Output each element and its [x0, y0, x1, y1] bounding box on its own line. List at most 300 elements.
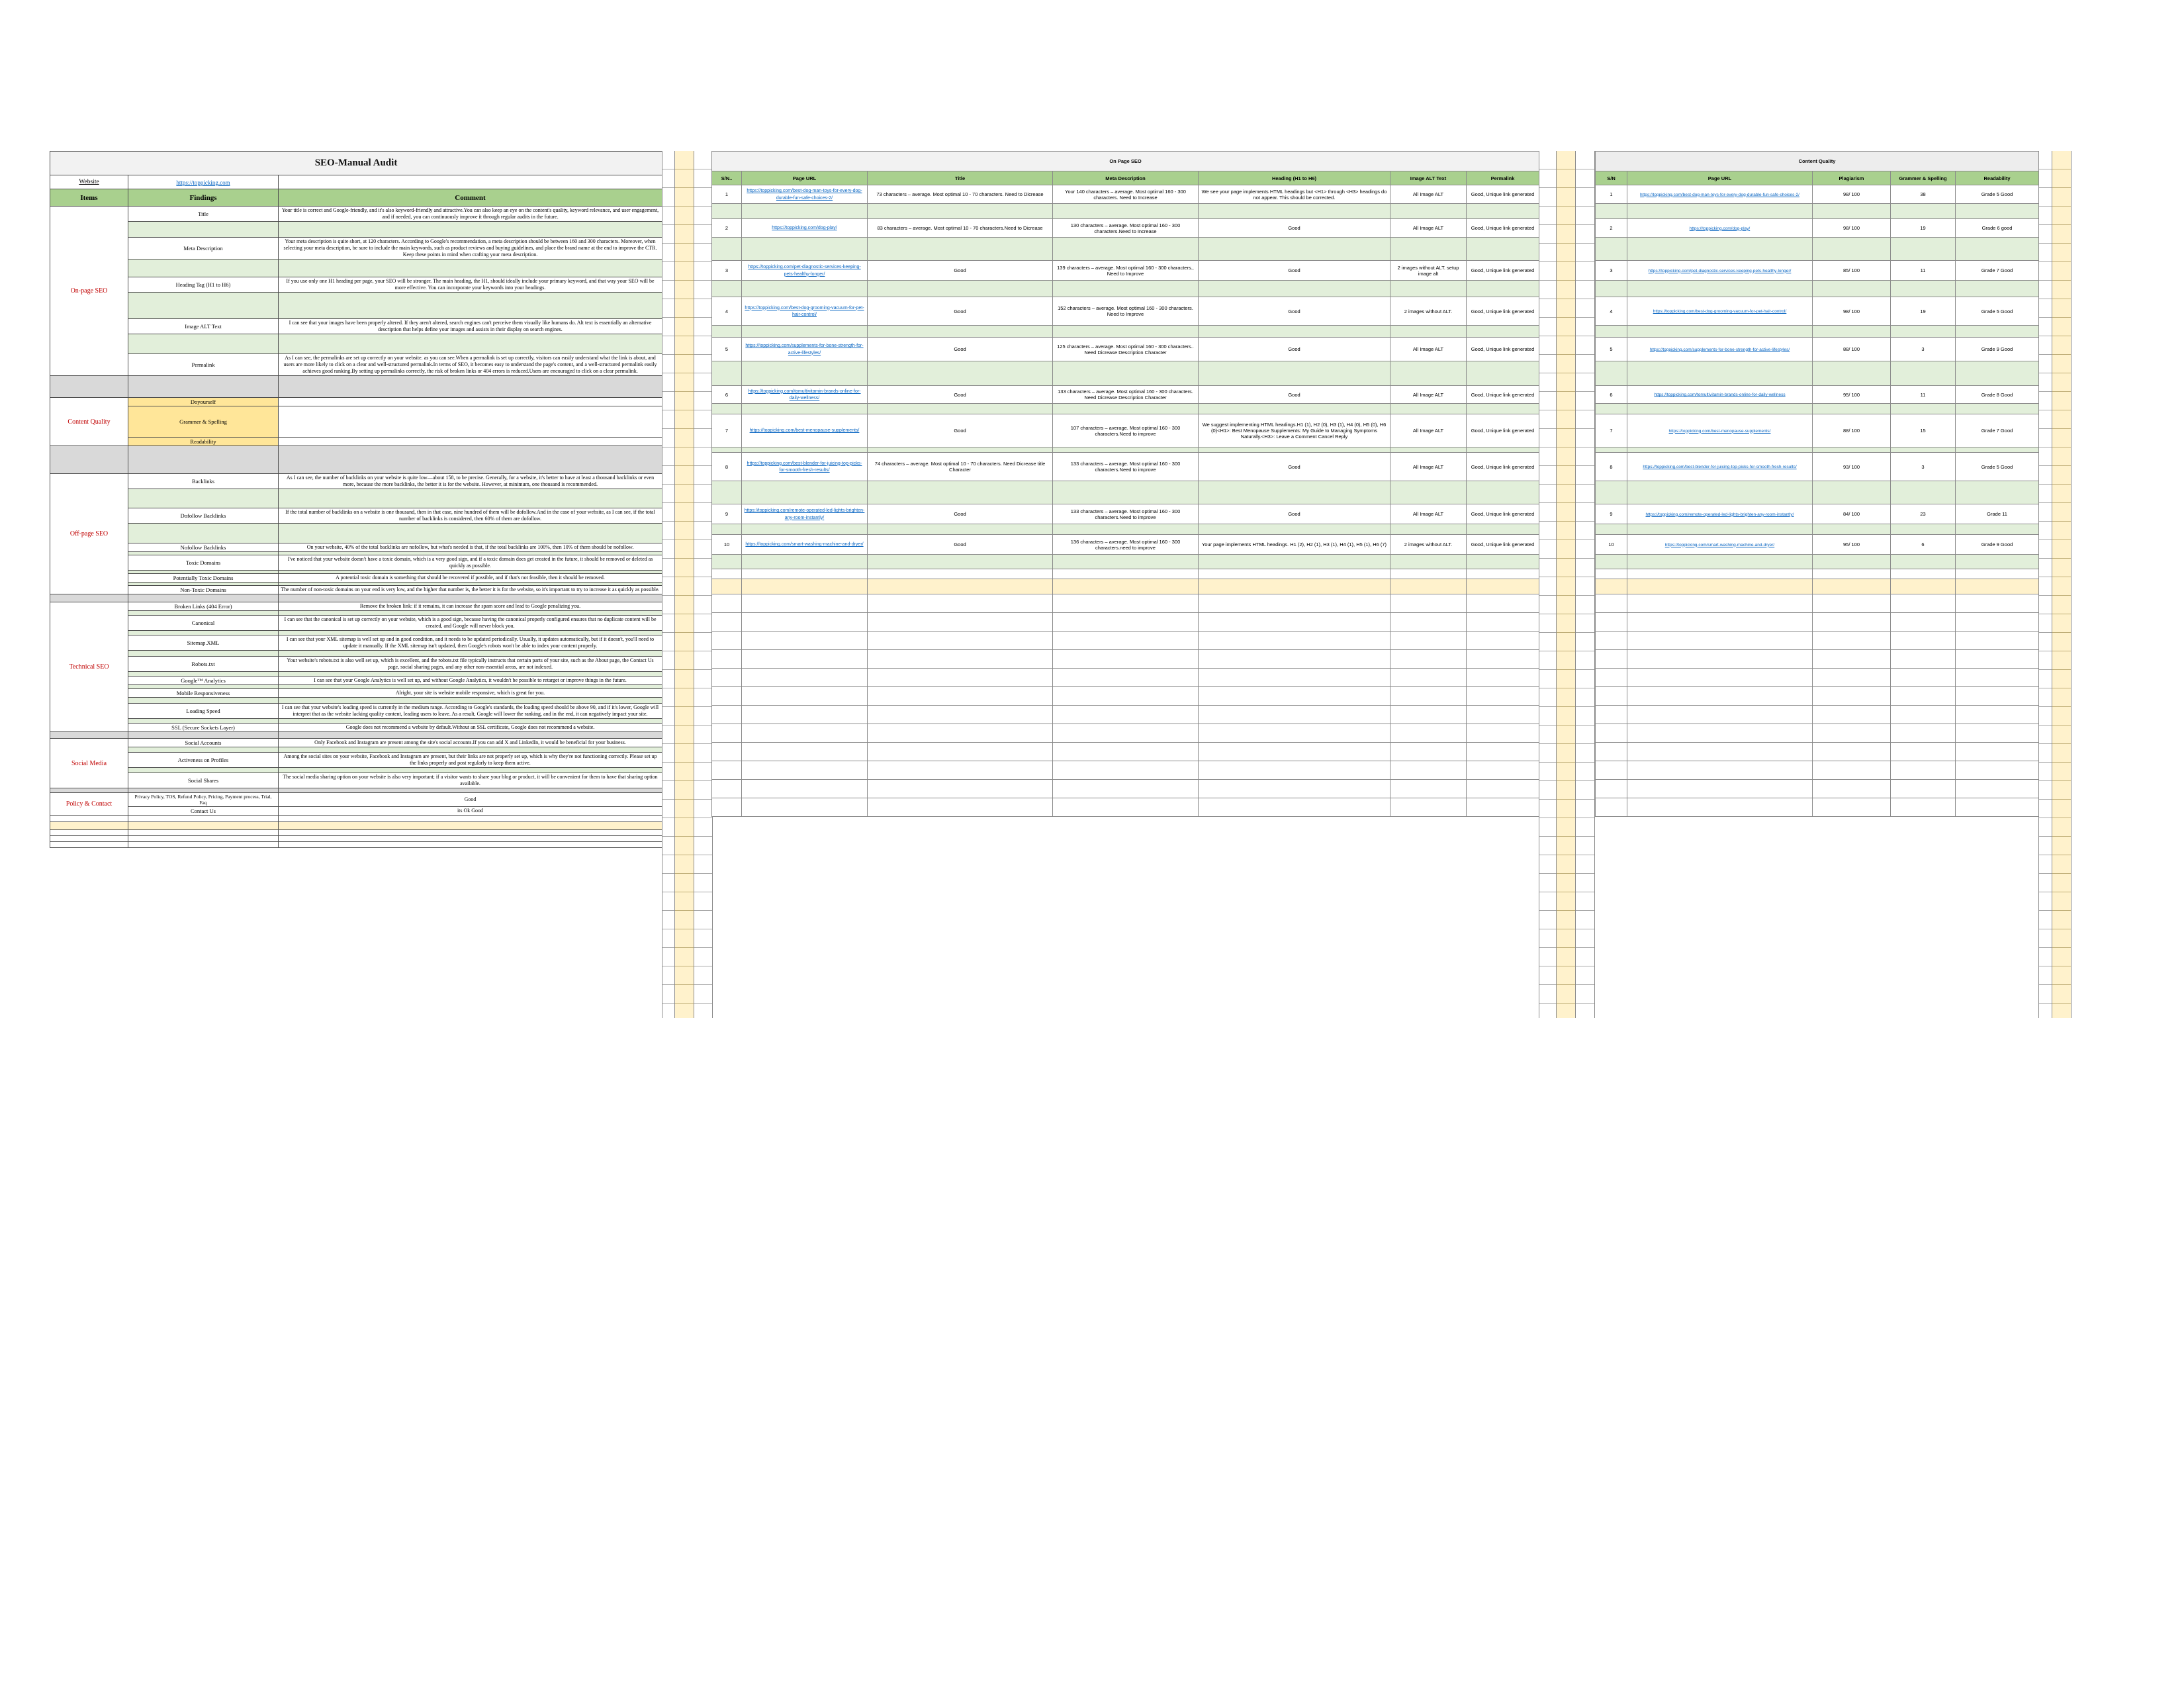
empty-cell	[1390, 326, 1467, 338]
empty-cell	[712, 204, 742, 219]
empty-cell	[1891, 404, 1956, 414]
page-url-link[interactable]: https://toppicking.com/supplements-for-bone-strength-for-active-lifestyles/	[1649, 347, 1790, 352]
alt-cell: 2 images without ALT. setup image alt	[1390, 261, 1467, 281]
page-url-link[interactable]: https://toppicking.com/supplements-for-bone-strength-for-active-lifestyles/	[745, 344, 864, 355]
meta-cell: Your 140 characters – average. Most optimal 160 - 300 characters. Need to Increase	[1053, 185, 1199, 204]
page-url-link[interactable]: https://toppicking.com/remote-operated-led-lights-brighten-any-room-instantly/	[1645, 512, 1794, 517]
sn-cell: 9	[712, 504, 742, 524]
empty-cell	[1891, 594, 1956, 613]
empty-cell	[279, 747, 662, 753]
url-cell	[1627, 386, 1813, 404]
empty-cell	[1596, 524, 1627, 535]
page-url-link[interactable]: https://toppicking.com/pet-diagnostic-services-keeping-pets-healthy-longer/	[1648, 268, 1792, 273]
url-cell	[1627, 185, 1813, 204]
cq-row	[1596, 453, 2039, 481]
empty-cell	[868, 632, 1053, 650]
empty-cell	[50, 822, 128, 830]
heading-cell: We suggest implementing HTML headings.H1 (1), H2 (0), H3 (1), H4 (0), H5 (0), H6 (0)<H1>: Best Menopause Supplements: My Guide to Managing Symptoms Naturally.<H3>: Leave a Comment Cancel Reply	[1199, 414, 1390, 447]
separator-row	[1596, 447, 2039, 453]
empty-cell	[868, 724, 1053, 743]
website-row	[50, 175, 662, 189]
empty-cell	[1891, 613, 1956, 632]
onpage-row	[712, 297, 1539, 326]
empty-cell	[128, 259, 279, 277]
empty-row	[1596, 669, 2039, 687]
separator-row	[50, 611, 662, 616]
empty-cell	[1053, 761, 1199, 780]
alt-cell: All Image ALT	[1390, 219, 1467, 238]
highlight-row	[50, 822, 662, 830]
empty-cell	[712, 780, 742, 798]
empty-cell	[868, 481, 1053, 504]
empty-cell	[1596, 204, 1627, 219]
empty-cell	[1813, 238, 1891, 261]
empty-cell	[712, 579, 742, 594]
empty-cell	[128, 594, 279, 602]
page-url-link[interactable]: https://toppicking.com/best-blender-for-juicing-top-picks-for-smooth-fresh-results/	[747, 461, 862, 473]
empty-cell	[1956, 238, 2039, 261]
audit-row	[50, 319, 662, 334]
empty-row	[712, 761, 1539, 780]
empty-cell	[1390, 798, 1467, 817]
empty-cell	[1627, 361, 1813, 386]
empty-rows	[712, 594, 1539, 817]
cq-row	[1596, 219, 2039, 238]
empty-cell	[712, 743, 742, 761]
empty-cell	[1956, 361, 2039, 386]
spreadsheet-highlight-column	[1556, 151, 1576, 1018]
empty-cell	[1956, 481, 2039, 504]
empty-cell	[1467, 650, 1539, 669]
empty-cell	[128, 446, 279, 474]
url-cell	[1627, 414, 1813, 447]
empty-cell	[1813, 724, 1891, 743]
empty-cell	[1627, 326, 1813, 338]
empty-cell	[128, 788, 279, 793]
title-cell: Good	[868, 414, 1053, 447]
empty-cell	[1813, 569, 1891, 579]
empty-cell	[742, 204, 868, 219]
empty-row	[712, 650, 1539, 669]
empty-cell	[1627, 555, 1813, 569]
empty-cell	[1199, 650, 1390, 669]
finding-cell: Social Accounts	[128, 739, 279, 747]
page-url-link[interactable]: https://toppicking.com/pet-diagnostic-services-keeping-pets-healthy-longer/	[748, 265, 861, 277]
finding-cell: Canonical	[128, 616, 279, 631]
plagiarism-cell: 98/ 100	[1813, 297, 1891, 326]
empty-cell	[1053, 579, 1199, 594]
empty-row	[712, 632, 1539, 650]
empty-cell	[1956, 669, 2039, 687]
empty-cell	[742, 650, 868, 669]
empty-cell	[1390, 761, 1467, 780]
empty-cell	[279, 842, 662, 848]
empty-cell	[1813, 706, 1891, 724]
finding-cell: Permalink	[128, 354, 279, 376]
page-url-link[interactable]: https://toppicking.com/dog-play/	[772, 226, 837, 231]
alt-cell: 2 images without ALT.	[1390, 297, 1467, 326]
page-url-link[interactable]: https://toppicking.com/best-dog-man-toys-for-every-dog-durable-fun-safe-choices-2/	[1640, 192, 1799, 197]
section-divider-row	[50, 788, 662, 793]
empty-cell	[128, 524, 279, 543]
comment-cell: Remove the broken link: if it remains, it can increase the spam score and lead to Google penalizing you.	[279, 602, 662, 611]
empty-cell	[1199, 569, 1390, 579]
separator-row	[712, 447, 1539, 453]
empty-cell	[1053, 326, 1199, 338]
page-url-link[interactable]: https://toppicking.com/best-dog-man-toys-for-every-dog-durable-fun-safe-choices-2/	[747, 189, 862, 201]
empty-cell	[868, 761, 1053, 780]
empty-cell	[1053, 524, 1199, 535]
separator-row	[712, 481, 1539, 504]
page-url-link[interactable]: https://toppicking.com/smart-washing-machine-and-dryer/	[745, 542, 864, 547]
url-cell	[1627, 535, 1813, 555]
empty-cell	[1596, 555, 1627, 569]
separator-row	[50, 719, 662, 724]
empty-cell	[1596, 706, 1627, 724]
empty-cell	[1467, 761, 1539, 780]
empty-cell	[1813, 743, 1891, 761]
heading-cell: Good	[1199, 504, 1390, 524]
audit-row	[50, 474, 662, 489]
cq-row	[1596, 185, 2039, 204]
section-label-content-quality: Content Quality	[50, 398, 128, 446]
empty-row	[1596, 632, 2039, 650]
empty-cell	[1199, 724, 1390, 743]
title-cell: Good	[868, 504, 1053, 524]
readability-cell: Grade 5 Good	[1956, 453, 2039, 481]
audit-row	[50, 277, 662, 293]
empty-cell	[1199, 594, 1390, 613]
empty-cell	[1891, 798, 1956, 817]
highlight-row	[1596, 579, 2039, 594]
separator-row	[712, 281, 1539, 297]
sn-cell: 4	[712, 297, 742, 326]
website-link[interactable]: https://toppicking.com	[176, 179, 230, 186]
empty-cell	[1053, 669, 1199, 687]
empty-cell	[1053, 798, 1199, 817]
url-cell	[742, 386, 868, 404]
empty-cell	[1596, 687, 1627, 706]
empty-cell	[1053, 238, 1199, 261]
empty-cell	[1053, 594, 1199, 613]
separator-row	[50, 259, 662, 277]
sn-cell: 1	[1596, 185, 1627, 204]
finding-cell: Heading Tag (H1 to H6)	[128, 277, 279, 293]
empty-cell	[742, 579, 868, 594]
sn-cell: 2	[712, 219, 742, 238]
empty-cell	[1956, 326, 2039, 338]
empty-cell	[1053, 650, 1199, 669]
empty-cell	[1053, 555, 1199, 569]
empty-cell	[1467, 555, 1539, 569]
section-label-offpage-seo: Off-page SEO	[50, 474, 128, 594]
empty-cell	[868, 281, 1053, 297]
onpage-row	[712, 535, 1539, 555]
page-url-link[interactable]: https://toppicking.com/best-dog-grooming-vacuum-for-pet-hair-control/	[1653, 309, 1787, 314]
empty-cell	[50, 830, 128, 836]
plagiarism-cell: 95/ 100	[1813, 386, 1891, 404]
empty-cell	[128, 830, 279, 836]
finding-cell: Doyourself	[128, 398, 279, 406]
empty-cell	[1956, 724, 2039, 743]
empty-cell	[1627, 761, 1813, 780]
heading-cell: We see your page implements HTML headings but <H1> through <H3> headings do not appear. This should be corrected.	[1199, 185, 1390, 204]
empty-cell	[742, 569, 868, 579]
grammar-cell: 23	[1891, 504, 1956, 524]
empty-cell	[1627, 650, 1813, 669]
url-cell	[742, 504, 868, 524]
empty-row	[1596, 798, 2039, 817]
empty-cell	[1467, 447, 1539, 453]
heading-cell: Good	[1199, 386, 1390, 404]
page-url-link[interactable]: https://toppicking.com/remote-operated-led-lights-brighten-any-room-instantly/	[744, 508, 865, 520]
audit-row	[50, 773, 662, 788]
empty-cell	[1627, 404, 1813, 414]
empty-cell	[1956, 743, 2039, 761]
col-header-title: Title	[868, 171, 1053, 185]
empty-cell	[1467, 481, 1539, 504]
onpage-row	[712, 414, 1539, 447]
empty-cell	[712, 613, 742, 632]
empty-cell	[1813, 361, 1891, 386]
empty-cell	[712, 281, 742, 297]
page-url-link[interactable]: https://toppicking.com/best-dog-grooming-vacuum-for-pet-hair-control/	[745, 305, 864, 317]
separator-row	[50, 631, 662, 635]
empty-cell	[868, 743, 1053, 761]
empty-cell	[1390, 632, 1467, 650]
col-header-sn: S/N	[1596, 171, 1627, 185]
empty-cell	[1627, 569, 1813, 579]
plagiarism-cell: 85/ 100	[1813, 261, 1891, 281]
empty-cell	[1390, 669, 1467, 687]
empty-cell	[1199, 687, 1390, 706]
onpage-row	[712, 261, 1539, 281]
empty-cell	[1199, 798, 1390, 817]
page-url-link[interactable]: https://toppicking.com/best-menopause-supplements/	[749, 428, 860, 434]
cq-header-row	[1596, 171, 2039, 185]
section-label-policy-contact: Policy & Contact	[50, 793, 128, 816]
sn-cell: 2	[1596, 219, 1627, 238]
permalink-cell: Good, Unique link generated	[1467, 261, 1539, 281]
cq-row	[1596, 414, 2039, 447]
empty-cell	[279, 719, 662, 724]
empty-cell	[1467, 361, 1539, 386]
empty-cell	[1627, 743, 1813, 761]
empty-cell	[1813, 326, 1891, 338]
cq-row	[1596, 504, 2039, 524]
empty-cell	[1467, 238, 1539, 261]
empty-cell	[1956, 687, 2039, 706]
onpage-row	[712, 185, 1539, 204]
empty-cell	[1627, 724, 1813, 743]
grammar-cell: 6	[1891, 535, 1956, 555]
separator-row	[712, 204, 1539, 219]
onpage-row	[712, 504, 1539, 524]
empty-cell	[742, 761, 868, 780]
onpage-row	[712, 453, 1539, 481]
empty-cell	[1596, 361, 1627, 386]
empty-cell	[1813, 632, 1891, 650]
empty-cell	[279, 175, 662, 189]
empty-cell	[1596, 481, 1627, 504]
empty-cell	[1891, 780, 1956, 798]
empty-cell	[742, 238, 868, 261]
title-cell: Good	[868, 535, 1053, 555]
empty-cell	[50, 446, 128, 474]
col-header-permalink: Permalink	[1467, 171, 1539, 185]
empty-cell	[1199, 524, 1390, 535]
empty-cell	[712, 404, 742, 414]
separator-row	[1596, 281, 2039, 297]
seo-manual-audit-table	[50, 151, 662, 848]
comment-cell: I can see that your images have been properly altered. If they aren't altered, search engines can't perceive them visually like humans do. Alt text is essentially an alternative description that helps define your images and assists in their display on search engines.	[279, 319, 662, 334]
empty-cell	[1467, 724, 1539, 743]
spreadsheet-highlight-column	[2052, 151, 2071, 1018]
sn-cell: 5	[1596, 338, 1627, 361]
empty-row	[50, 816, 662, 822]
meta-cell: 107 characters – average. Most optimal 160 - 300 characters.Need to improve	[1053, 414, 1199, 447]
url-cell	[742, 185, 868, 204]
empty-cell	[1053, 687, 1199, 706]
empty-cell	[742, 326, 868, 338]
col-header-grammar-spelling: Grammer & Spelling	[1891, 171, 1956, 185]
empty-cell	[1891, 481, 1956, 504]
empty-cell	[1053, 361, 1199, 386]
empty-cell	[1467, 669, 1539, 687]
empty-cell	[1956, 706, 2039, 724]
sn-cell: 6	[712, 386, 742, 404]
sn-cell: 7	[1596, 414, 1627, 447]
comment-cell: The social media sharing option on your website is also very important; if a visitor wants to share your blog or product, it will be convenient for them to have that sharing option available.	[279, 773, 662, 788]
left-table-title: SEO-Manual Audit	[50, 152, 662, 175]
page-url-link[interactable]: https://toppicking.com/smart-washing-machine-and-dryer/	[1664, 542, 1775, 547]
empty-cell	[712, 481, 742, 504]
empty-row	[1596, 761, 2039, 780]
grammar-cell: 3	[1891, 453, 1956, 481]
empty-cell	[1199, 743, 1390, 761]
title-cell: 74 characters – average. Most optimal 10 - 70 characters. Need Dicrease title Character	[868, 453, 1053, 481]
empty-cell	[279, 698, 662, 704]
section-label-social-media: Social Media	[50, 739, 128, 788]
empty-cell	[128, 672, 279, 677]
empty-cell	[712, 706, 742, 724]
empty-cell	[712, 632, 742, 650]
empty-cell	[1813, 650, 1891, 669]
empty-row	[712, 743, 1539, 761]
empty-cell	[1891, 569, 1956, 579]
permalink-cell: Good, Unique link generated	[1467, 504, 1539, 524]
section-label-technical-seo: Technical SEO	[50, 602, 128, 732]
content-quality-title: Content Quality	[1596, 152, 2039, 171]
empty-cell	[868, 404, 1053, 414]
empty-cell	[1390, 569, 1467, 579]
audit-row	[50, 739, 662, 747]
page-url-link[interactable]: https://toppicking.com/best-blender-for-juicing-top-picks-for-smooth-fresh-results/	[1643, 465, 1797, 470]
empty-cell	[279, 830, 662, 836]
empty-cell	[1891, 447, 1956, 453]
page-url-link[interactable]: https://toppicking.com/tomultivitamin-brands-online-for-daily-wellness	[1654, 393, 1786, 398]
finding-cell: Toxic Domains	[128, 555, 279, 571]
empty-row	[1596, 724, 2039, 743]
page-url-link[interactable]: https://toppicking.com/best-menopause-supplements/	[1668, 428, 1771, 434]
page-url-link[interactable]: https://toppicking.com/tomultivitamin-brands-online-for-daily-wellness/	[748, 389, 861, 400]
cq-row	[1596, 297, 2039, 326]
sn-cell: 3	[1596, 261, 1627, 281]
empty-cell	[1596, 650, 1627, 669]
empty-cell	[1390, 404, 1467, 414]
comment-cell: Your website's robots.txt is also well set up, which is excellent, and the robots.txt file typically instructs that certain parts of your site, such as the About page, the Contact Us page, social sharing pages, and any other non-essential areas, are not indexed.	[279, 657, 662, 672]
spreadsheet-gap-column	[662, 151, 676, 1018]
empty-cell	[1956, 650, 2039, 669]
sn-cell: 9	[1596, 504, 1627, 524]
audit-row	[50, 508, 662, 524]
section-divider-row	[50, 732, 662, 739]
sn-cell: 1	[712, 185, 742, 204]
page-url-link[interactable]: https://toppicking.com/dog-play/	[1689, 226, 1751, 231]
heading-cell: Good	[1199, 219, 1390, 238]
empty-cell	[128, 842, 279, 848]
empty-cell	[128, 293, 279, 319]
empty-cell	[1813, 687, 1891, 706]
empty-cell	[128, 747, 279, 753]
empty-cell	[868, 613, 1053, 632]
empty-cell	[1596, 780, 1627, 798]
comment-cell: As I can see, the permalinks are set up correctly on your website. as you can see.When a permalink is set up correctly, visitors can easily understand what the link is about, and users are more likely to click on a clear and well-structured permalink.In terms of SEO, it becomes easy to understand the page's content, and a well-structured permalink easily achieves good ranking.By setting up permalinks correctly, the risk of broken links or 404 errors is reduced.Users are encouraged to click on a clear permalink.	[279, 354, 662, 376]
empty-cell	[868, 555, 1053, 569]
empty-cell	[742, 798, 868, 817]
empty-cell	[868, 706, 1053, 724]
comment-cell	[279, 406, 662, 438]
empty-cell	[1199, 326, 1390, 338]
empty-cell	[1053, 281, 1199, 297]
audit-row	[50, 555, 662, 571]
empty-cell	[742, 613, 868, 632]
comment-cell	[279, 398, 662, 406]
empty-cell	[712, 555, 742, 569]
empty-cell	[279, 376, 662, 398]
empty-row	[1596, 569, 2039, 579]
empty-cell	[1891, 281, 1956, 297]
url-cell	[742, 261, 868, 281]
empty-cell	[1891, 361, 1956, 386]
col-header-meta-description: Meta Description	[1053, 171, 1199, 185]
sn-cell: 6	[1596, 386, 1627, 404]
plagiarism-cell: 95/ 100	[1813, 535, 1891, 555]
finding-cell: Broken Links (404 Error)	[128, 602, 279, 611]
empty-cell	[868, 579, 1053, 594]
empty-cell	[1813, 281, 1891, 297]
url-cell	[742, 414, 868, 447]
separator-row	[50, 747, 662, 753]
empty-cell	[1199, 447, 1390, 453]
empty-row	[1596, 594, 2039, 613]
empty-cell	[868, 798, 1053, 817]
col-header-findings: Findings	[128, 189, 279, 207]
empty-cell	[1596, 594, 1627, 613]
finding-cell: Non-Toxic Domains	[128, 586, 279, 594]
empty-cell	[742, 632, 868, 650]
finding-cell: Backlinks	[128, 474, 279, 489]
empty-cell	[1627, 669, 1813, 687]
audit-row	[50, 616, 662, 631]
audit-row	[50, 238, 662, 259]
empty-cell	[1891, 724, 1956, 743]
empty-cell	[50, 732, 128, 739]
empty-cell	[1627, 687, 1813, 706]
url-cell	[1627, 297, 1813, 326]
empty-row	[712, 724, 1539, 743]
empty-cell	[1596, 613, 1627, 632]
